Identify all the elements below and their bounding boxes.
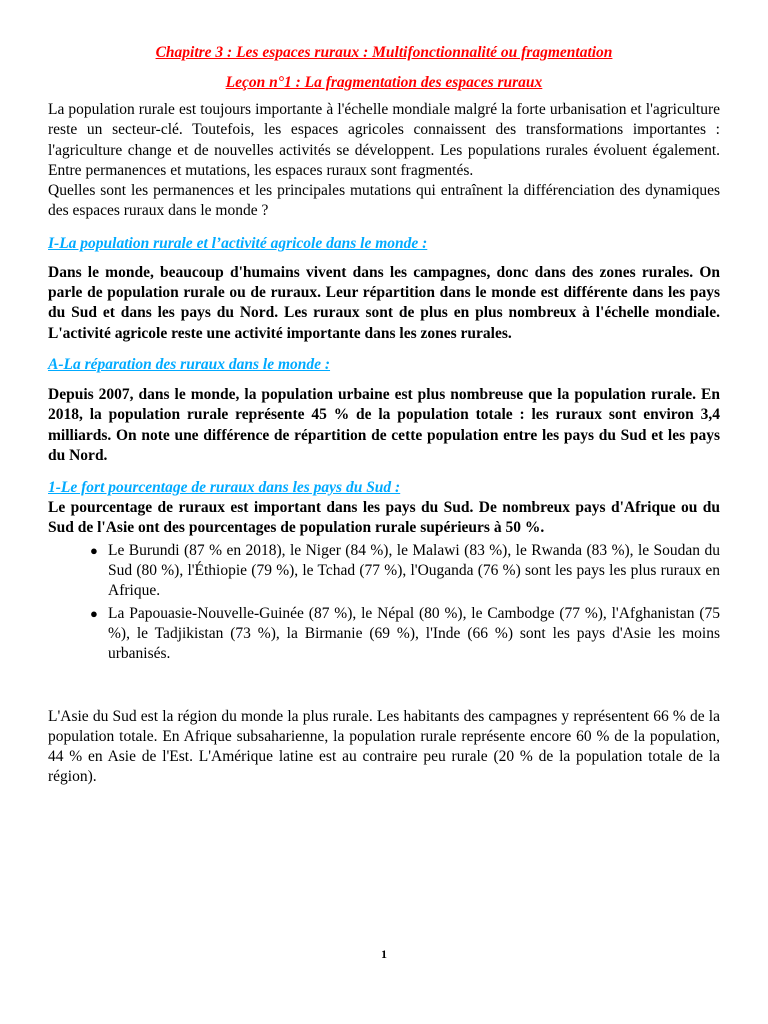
bullet-icon: ● [90,542,98,558]
list-item-text: La Papouasie-Nouvelle-Guinée (87 %), le Népal (80 %), le Cambodge (77 %), l'Afghanistan (75 %), le Tadjikistan (73 %), la Birmanie (69 %), l'Inde (66 %) sont les pays d'Asie les moins urbanisés. [108,604,720,663]
country-list [48,541,720,665]
intro-paragraph: La population rurale est toujours importante à l'échelle mondiale malgré la forte urbanisation et l'agriculture reste un secteur-clé. Toutefois, les espaces agricoles connaissent des transformations importantes : l'agriculture change et de nouvelles activités se développent. Les populations rurales évoluent également. Entre permanences et mutations, les espaces ruraux sont fragmentés. [48,101,720,179]
chapter-title: Chapitre 3 : Les espaces ruraux : Multifonctionnalité ou fragmentation [155,44,613,61]
problem-question: Quelles sont les permanences et les principales mutations qui entraînent la différenciation des dynamiques des espaces ruraux dans le monde ? [48,182,720,220]
bullet-icon: ● [90,605,98,621]
list-item-text: Le Burundi (87 % en 2018), le Niger (84 %), le Malawi (83 %), le Rwanda (83 %), le Soudan du Sud (80 %), l'Éthiopie (79 %), le Tchad (77 %), l'Ouganda (76 %) sont les pays les plus ruraux en Afrique. [108,541,720,600]
closing-paragraph: L'Asie du Sud est la région du monde la plus rurale. Les habitants des campagnes y représentent 66 % de la population totale. En Afrique subsaharienne, la population rurale représente encore 60 % de la population, 44 % en Asie de l'Est. L'Amérique latine est au contraire peu rurale (20 % de la population totale de la région). [48,707,720,786]
section-1-paragraph: Dans le monde, beaucoup d'humains vivent dans les campagnes, donc dans des zones rurales. On parle de population rurale ou de ruraux. Leur répartition dans le monde est différente dans les pays du Sud et dans les pays du Nord. Les ruraux sont de plus en plus nombreux à l'échelle mondiale. L'activité agricole reste une activité importante dans les zones rurales. [48,263,720,342]
section-1a-heading: 1-Le fort pourcentage de ruraux dans les pays du Sud : [48,479,401,497]
page-number: 1 [381,947,387,961]
blank-space [48,667,720,707]
section-a-paragraph: Depuis 2007, dans le monde, la population urbaine est plus nombreuse que la population rurale. En 2018, la population rurale représente 45 % de la population totale : les ruraux sont environ 3,4 milliards. On note une différence de répartition de cette population entre les pays du Sud et les pays du Nord. [48,385,720,464]
list-item [88,541,720,602]
lesson-title: Leçon n°1 : La fragmentation des espaces ruraux [225,74,543,91]
section-1a-paragraph: Le pourcentage de ruraux est important dans les pays du Sud. De nombreux pays d'Afrique ou du Sud de l'Asie ont des pourcentages de population rurale supérieurs à 50 %. [48,499,720,537]
list-item [88,604,720,665]
section-1-heading: I-La population rurale et l’activité agricole dans le monde : [48,234,428,252]
section-a-heading: A-La réparation des ruraux dans le monde : [48,355,331,373]
